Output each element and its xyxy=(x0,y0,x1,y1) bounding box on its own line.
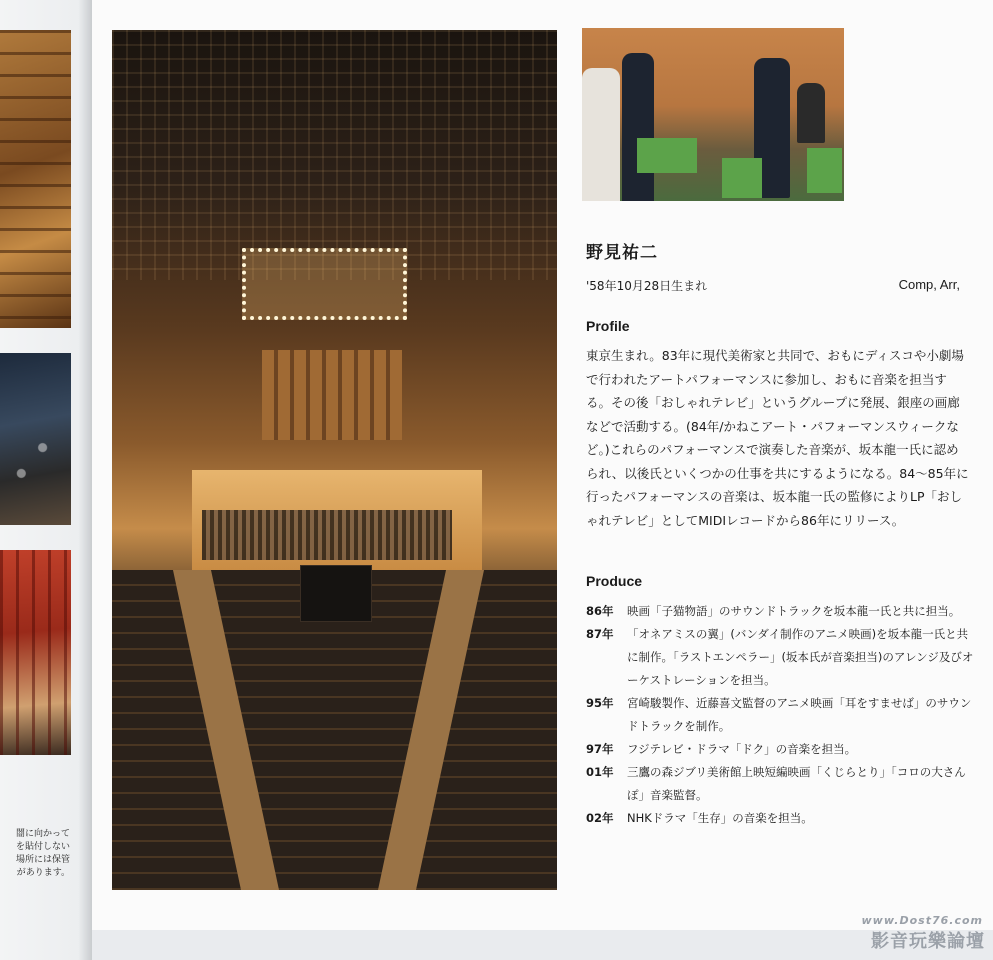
orchestra xyxy=(202,510,452,560)
hall-ceiling xyxy=(112,30,557,280)
music-stand xyxy=(637,138,697,173)
watermark-url: www.Dost76.com xyxy=(861,914,983,927)
profile-column xyxy=(586,238,976,825)
rehearsal-photo xyxy=(582,28,844,201)
hall-ceiling-light xyxy=(242,248,407,320)
mixing-console xyxy=(300,565,372,622)
produce-item xyxy=(586,623,976,692)
artist-roles: Comp, Arr, xyxy=(898,277,960,292)
birth-row xyxy=(586,277,976,295)
produce-list xyxy=(586,600,976,830)
musician-figure xyxy=(582,68,620,201)
profile-heading: Profile xyxy=(586,318,630,334)
concert-hall-photo-left xyxy=(0,30,71,328)
orchestra-photo-left xyxy=(0,353,71,525)
produce-year: 02年 xyxy=(586,811,614,825)
musician-figure xyxy=(797,83,825,143)
artist-name: 野見祐二 xyxy=(586,243,658,263)
produce-text: フジテレビ・ドラマ「ドク」の音楽を担当。 xyxy=(627,742,857,756)
concert-hall-photo xyxy=(112,30,557,890)
music-stand xyxy=(722,158,762,198)
produce-text: 映画「子猫物語」のサウンドトラックを坂本龍一氏と共に担当。 xyxy=(627,604,961,618)
produce-text: 宮崎駿製作、近藤喜文監督のアニメ映画「耳をすませば」のサウンドトラックを制作。 xyxy=(627,696,972,733)
left-page-note: 闇に向かって を貼付しない 場所には保管 があります。 xyxy=(15,829,70,878)
produce-item xyxy=(586,738,976,761)
produce-year: 95年 xyxy=(586,696,614,710)
produce-year: 97年 xyxy=(586,742,614,756)
forum-watermark xyxy=(823,914,993,960)
birth-date: '58年10月28日生まれ xyxy=(586,279,708,293)
produce-year: 01年 xyxy=(586,765,614,779)
profile-text: 東京生まれ。83年に現代美術家と共同で、おもにディスコや小劇場で行われたアートパフォーマンスに参加し、おもに音楽を担当する。その後「おしゃれテレビ」というグループに発展、銀座の画廊などで活動する。(84年/かねこアート・パフォーマンスウィークなど。)これらのパフォーマンスで演奏した音楽が、坂本龍一氏に認められ、以後氏といくつかの仕事を共にするようになる。84〜85年に行ったパフォーマンスの音楽は、坂本龍一氏の監修によりLP「おしゃれテレビ」としてMIDIレコードから86年にリリース。 xyxy=(586,348,969,528)
produce-item xyxy=(586,600,976,623)
produce-item xyxy=(586,807,976,830)
produce-text: 三鷹の森ジブリ美術館上映短編映画「くじらとり」「コロの大さんぽ」音楽監督。 xyxy=(627,765,966,802)
produce-year: 86年 xyxy=(586,604,614,618)
red-seats-photo-left xyxy=(0,550,71,755)
music-stand xyxy=(807,148,842,193)
produce-text: NHKドラマ「生存」の音楽を担当。 xyxy=(627,811,813,825)
produce-item xyxy=(586,692,976,738)
pipe-organ xyxy=(262,350,402,440)
conductor-figure xyxy=(622,53,654,201)
produce-text: 「オネアミスの翼」(バンダイ制作のアニメ映画)を坂本龍一氏と共に制作。「ラストエンペラー」(坂本氏が音楽担当)のアレンジ及びオーケストレーションを担当。 xyxy=(627,627,974,687)
produce-year: 87年 xyxy=(586,627,614,641)
produce-item xyxy=(586,761,976,807)
left-page xyxy=(0,0,92,960)
produce-heading: Produce xyxy=(586,573,643,589)
watermark-forum-name: 影音玩樂論壇 xyxy=(871,931,985,952)
